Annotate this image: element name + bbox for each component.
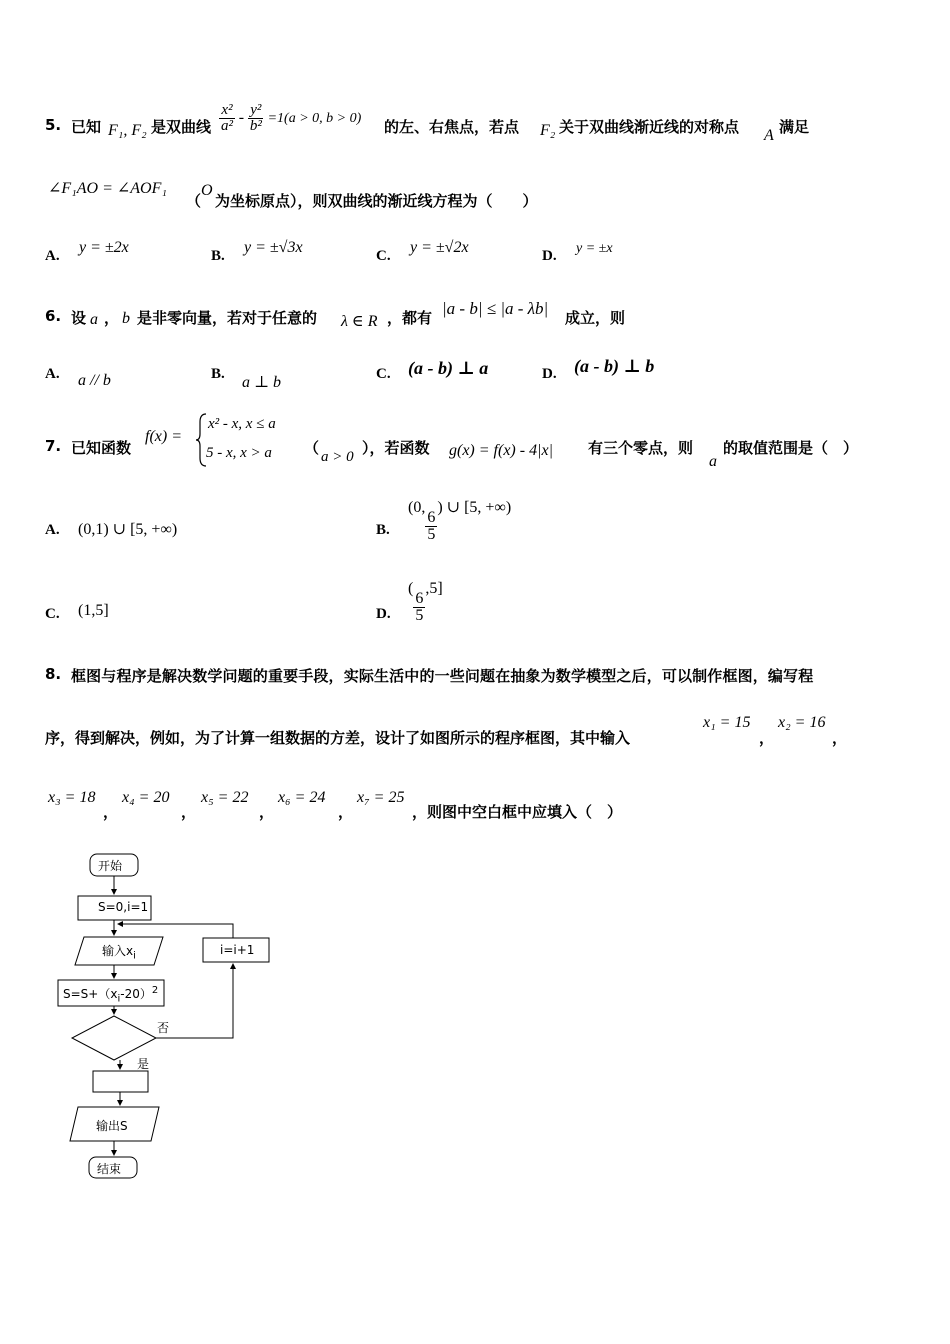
- q7-option-c: (1,5]: [78, 602, 109, 619]
- q7-text-1: 已知函数: [71, 439, 132, 457]
- q6-option-b-label: B.: [211, 366, 225, 382]
- q7-option-b-post: ) ∪ [5, +∞): [437, 499, 512, 516]
- q8-line-1: 框图与程序是解决数学问题的重要手段，实际生活中的一些问题在抽象为数学模型之后，可以制作框图，编写程: [71, 667, 814, 685]
- q7-option-d-label: D.: [376, 606, 391, 622]
- q7-option-b-pre: (0,: [408, 499, 426, 516]
- q8-input-x3: x₃ = 18: [48, 789, 96, 806]
- q8-input-x1: x₁ = 15: [703, 714, 751, 731]
- q7-gx: g(x) = f(x) - 4|x|: [449, 442, 553, 459]
- q6-option-b: a ⊥ b: [242, 374, 282, 391]
- q6-option-d: (a - b) ⊥ b: [574, 356, 655, 376]
- q8-comma-3: ，: [103, 803, 119, 821]
- q7-fx: f(x) =: [145, 428, 182, 445]
- q6-text-4: 成立，则: [565, 309, 626, 327]
- flow-input-label: [102, 942, 136, 961]
- q7-option-a-label: A.: [45, 522, 60, 538]
- q8-comma-5: ，: [259, 803, 275, 821]
- q5-option-b-label: B.: [211, 248, 225, 264]
- q6-text-1: 设: [71, 309, 87, 327]
- flow-update-pre: S=S+（x: [63, 987, 118, 1001]
- q5-option-d: y = ±x: [576, 241, 613, 256]
- q8-input-x6: x₆ = 24: [278, 789, 326, 806]
- flow-input-sub: i: [133, 950, 136, 962]
- q7-a: a: [709, 453, 717, 470]
- q7-case-1: x² - x, x ≤ a: [208, 416, 276, 432]
- q5-text-1: 已知: [71, 118, 102, 136]
- q5-point-a: A: [764, 127, 774, 144]
- q6-option-c: (a - b) ⊥ a: [408, 358, 489, 378]
- q8-comma-2: ，: [832, 729, 848, 747]
- q6-vector-a: a: [90, 311, 98, 328]
- flow-update-label: [63, 985, 158, 1004]
- q8-input-x2: x₂ = 16: [778, 714, 826, 731]
- flow-blank-box: [93, 1071, 148, 1092]
- q8-tail: ，则图中空白框中应填入（ ）: [412, 803, 623, 821]
- flow-input-text: 输入x: [102, 944, 134, 958]
- flow-start-label: 开始: [98, 859, 123, 873]
- q7-text-4: 的取值范围是（ ）: [723, 439, 859, 457]
- flow-output-label: 输出S: [96, 1119, 128, 1133]
- q6-sep: ，: [104, 309, 120, 327]
- q6-option-a: a // b: [78, 372, 111, 389]
- q6-inequality: |a - b| ≤ |a - λb|: [442, 299, 549, 318]
- q7-condition: a > 0: [321, 449, 354, 465]
- q8-line-2: 序，得到解决，例如，为了计算一组数据的方差，设计了如图所示的程序框图，其中输入: [45, 729, 631, 747]
- q5-option-a: y = ±2x: [79, 239, 129, 256]
- q8-comma-6: ，: [338, 803, 354, 821]
- q5-number: 5.: [45, 116, 62, 134]
- q8-comma-4: ，: [181, 803, 197, 821]
- flow-update-sup: 2: [151, 985, 159, 996]
- q5-option-c-label: C.: [376, 248, 391, 264]
- q8-input-x7: x₇ = 25: [357, 789, 405, 806]
- q7-text-3: 有三个零点，则: [588, 439, 694, 457]
- q6-number: 6.: [45, 307, 62, 325]
- q6-option-c-label: C.: [376, 366, 391, 382]
- q8-input-x5: x₅ = 22: [201, 789, 249, 806]
- q5-text-4: 关于双曲线渐近线的对称点: [559, 118, 740, 136]
- q7-option-c-label: C.: [45, 606, 60, 622]
- q7-option-b-label: B.: [376, 522, 390, 538]
- flow-no-label: 否: [157, 1021, 170, 1035]
- q5-eq-minus: -: [238, 108, 245, 126]
- q5-option-c: y = ±√2x: [410, 239, 469, 256]
- q5-angle: ∠F₁AO = ∠AOF₁: [48, 180, 167, 197]
- q5-origin: O: [201, 182, 213, 199]
- q7-number: 7.: [45, 437, 62, 455]
- q7-option-d-num: 6: [415, 590, 424, 607]
- q7-option-b-num: 6: [427, 509, 436, 526]
- q5-eq-y2: y²: [250, 102, 262, 118]
- q5-text-5: 满足: [779, 118, 810, 136]
- q5-option-d-label: D.: [542, 248, 557, 264]
- q5-option-a-label: A.: [45, 248, 60, 264]
- q7-option-b-den: 5: [427, 526, 436, 543]
- q5-foci: F₁, F₂: [108, 122, 147, 139]
- flow-increment-label: i=i+1: [220, 943, 255, 957]
- flow-update-post: -20）: [120, 987, 152, 1001]
- q6-option-a-label: A.: [45, 366, 60, 382]
- q5-eq-b2: b²: [249, 118, 262, 134]
- flow-yes-label: 是: [137, 1057, 150, 1071]
- q7-cond-open: （: [304, 439, 320, 457]
- q6-text-2: 是非零向量，若对于任意的: [137, 309, 318, 327]
- q7-option-d-pre: (: [408, 580, 414, 597]
- q6-vector-b: b: [122, 310, 130, 327]
- q5-text-3: 的左、右焦点，若点: [384, 118, 520, 136]
- q6-lambda: λ ∈ R: [341, 313, 378, 330]
- q5-text-2: 是双曲线: [151, 118, 212, 136]
- q5-eq-a2: a²: [221, 118, 233, 134]
- q8-number: 8.: [45, 665, 62, 683]
- q6-option-d-label: D.: [542, 366, 557, 382]
- q7-option-d-den: 5: [415, 607, 424, 624]
- q7-case-2: 5 - x, x > a: [206, 445, 272, 461]
- q7-option-d-post: ,5]: [425, 580, 443, 597]
- q8-input-x4: x₄ = 20: [122, 789, 170, 806]
- flow-decision: [72, 1016, 156, 1060]
- q7-text-2: ），若函数: [362, 439, 430, 457]
- q6-text-3: ，都有: [387, 309, 433, 327]
- q5-text-6: 为坐标原点），则双曲线的渐近线方程为（ ）: [215, 192, 538, 210]
- q5-eq-rest: =1(a > 0, b > 0): [267, 110, 362, 126]
- flow-end-label: 结束: [97, 1162, 122, 1176]
- flow-init-label: S=0,i=1: [98, 900, 149, 914]
- q5-paren: （: [186, 192, 202, 210]
- q5-option-b: y = ±√3x: [244, 239, 303, 256]
- q7-option-a: (0,1) ∪ [5, +∞): [78, 521, 178, 538]
- q8-comma-1: ，: [759, 729, 775, 747]
- flow-update-sub: i: [117, 993, 121, 1005]
- q5-f2: F₂: [540, 122, 556, 139]
- q5-eq-x2: x²: [221, 102, 233, 118]
